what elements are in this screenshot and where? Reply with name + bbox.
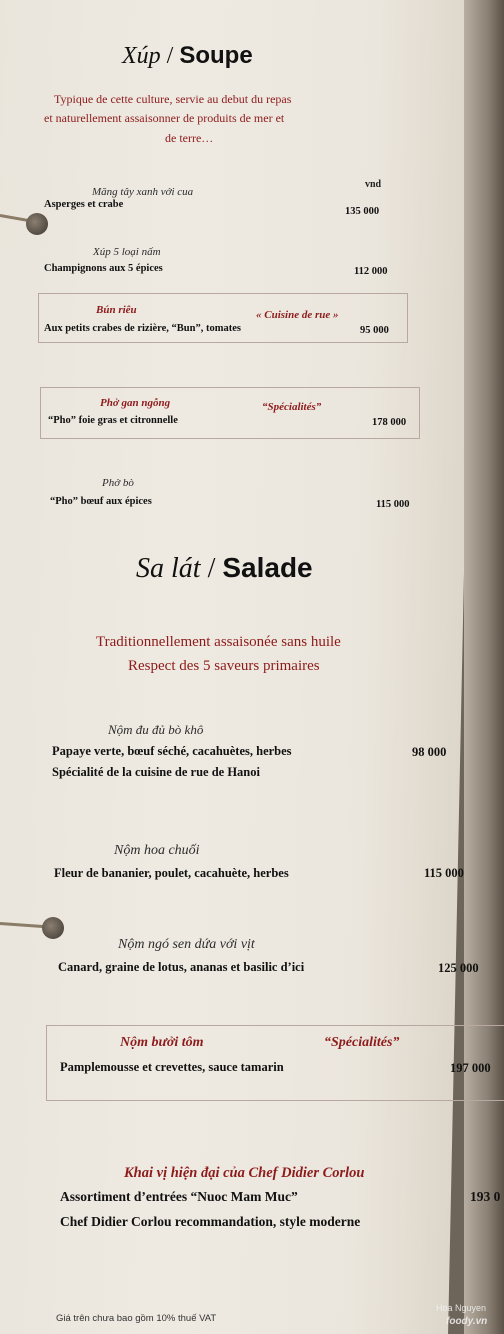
chef-title: Khai vị hiện đại của Chef Didier Corlou xyxy=(124,1165,365,1181)
soupe-item-5-fr: “Pho” bœuf aux épices xyxy=(50,496,152,507)
soupe-item-2-fr: Champignons aux 5 épices xyxy=(44,263,163,274)
salade-item-2-price: 115 000 xyxy=(424,866,464,880)
salade-item-1-vn: Nộm đu đủ bò khô xyxy=(108,722,204,737)
soupe-item-5-vn: Phở bò xyxy=(102,477,134,489)
bun-rieu-box xyxy=(38,293,408,343)
soupe-item-4-fr: “Pho” foie gras et citronnelle xyxy=(48,415,178,426)
salade-item-2-fr: Fleur de bananier, poulet, cacahuète, herbes xyxy=(54,866,289,880)
salade-item-4-vn: Nộm bưởi tôm xyxy=(120,1035,204,1050)
watermark-brand: foody.vn xyxy=(446,1316,488,1327)
salade-item-4-fr: Pamplemousse et crevettes, sauce tamarin xyxy=(60,1060,284,1074)
salade-heading xyxy=(136,552,313,585)
salade-item-3-fr: Canard, graine de lotus, ananas et basilic d’ici xyxy=(58,960,305,974)
salade-intro-2: Respect des 5 saveurs primaires xyxy=(128,658,320,674)
salade-item-3-vn: Nộm ngó sen dứa với vịt xyxy=(118,937,255,952)
soupe-title-sep: / xyxy=(166,43,174,69)
menu-edge-shadow xyxy=(464,0,504,1334)
currency-label: vnd xyxy=(365,179,382,190)
soupe-item-4-price: 178 000 xyxy=(372,417,407,428)
binder-ring-bottom xyxy=(42,917,64,939)
soupe-title-fr: Soupe xyxy=(179,42,253,69)
salade-title-fr: Salade xyxy=(222,552,313,583)
soupe-item-3-tag: « Cuisine de rue » xyxy=(256,309,339,321)
salade-item-2-vn: Nộm hoa chuối xyxy=(114,843,200,858)
binder-ring-top xyxy=(26,213,48,235)
watermark-name: Hoa Nguyen xyxy=(436,1303,487,1313)
salade-title-sep: / xyxy=(207,553,216,584)
salade-item-4-tag: “Spécialités” xyxy=(324,1035,400,1050)
soupe-item-3-vn: Bún riêu xyxy=(96,304,137,316)
soupe-intro-2: et naturellement assaisonner de produits de mer et xyxy=(44,111,285,125)
soupe-heading xyxy=(122,42,253,70)
chef-line-2: Chef Didier Corlou recommandation, style moderne xyxy=(60,1214,361,1229)
soupe-item-1-price: 135 000 xyxy=(345,206,380,217)
soupe-item-4-vn: Phở gan ngỗng xyxy=(100,397,171,409)
salade-item-4-price: 197 000 xyxy=(450,1061,491,1075)
chef-line-1: Assortiment d’entrées “Nuoc Mam Muc” xyxy=(60,1189,298,1204)
soupe-item-2-vn: Xúp 5 loại nấm xyxy=(93,246,161,258)
soupe-item-2-price: 112 000 xyxy=(354,266,388,277)
soupe-item-1-vn: Măng tây xanh với cua xyxy=(92,186,194,198)
pho-gan-ngong-box xyxy=(40,387,420,439)
soupe-intro-1: Typique de cette culture, servie au debut du repas xyxy=(54,92,292,106)
salade-item-1-fr: Papaye verte, bœuf séché, cacahuètes, herbes xyxy=(52,744,292,758)
vat-note: Giá trên chưa bao gồm 10% thuế VAT xyxy=(56,1313,217,1324)
salade-title-vn: Sa lát xyxy=(136,553,201,584)
chef-price: 193 0 xyxy=(470,1189,501,1204)
salade-item-3-price: 125 000 xyxy=(438,961,479,975)
soupe-item-4-tag: “Spécialités” xyxy=(262,401,322,413)
soupe-item-1-fr: Asperges et crabe xyxy=(44,199,124,210)
soupe-item-3-fr: Aux petits crabes de rizière, “Bun”, tomates xyxy=(44,323,241,334)
soupe-item-5-price: 115 000 xyxy=(376,499,410,510)
soupe-intro-3: de terre… xyxy=(165,131,214,145)
salade-intro-1: Traditionnellement assaisonée sans huile xyxy=(96,634,341,650)
salade-item-1-price: 98 000 xyxy=(412,745,447,759)
salade-item-1-fr2: Spécialité de la cuisine de rue de Hanoi xyxy=(52,765,260,779)
soupe-title-vn: Xúp xyxy=(122,43,161,69)
soupe-item-3-price: 95 000 xyxy=(360,325,389,336)
